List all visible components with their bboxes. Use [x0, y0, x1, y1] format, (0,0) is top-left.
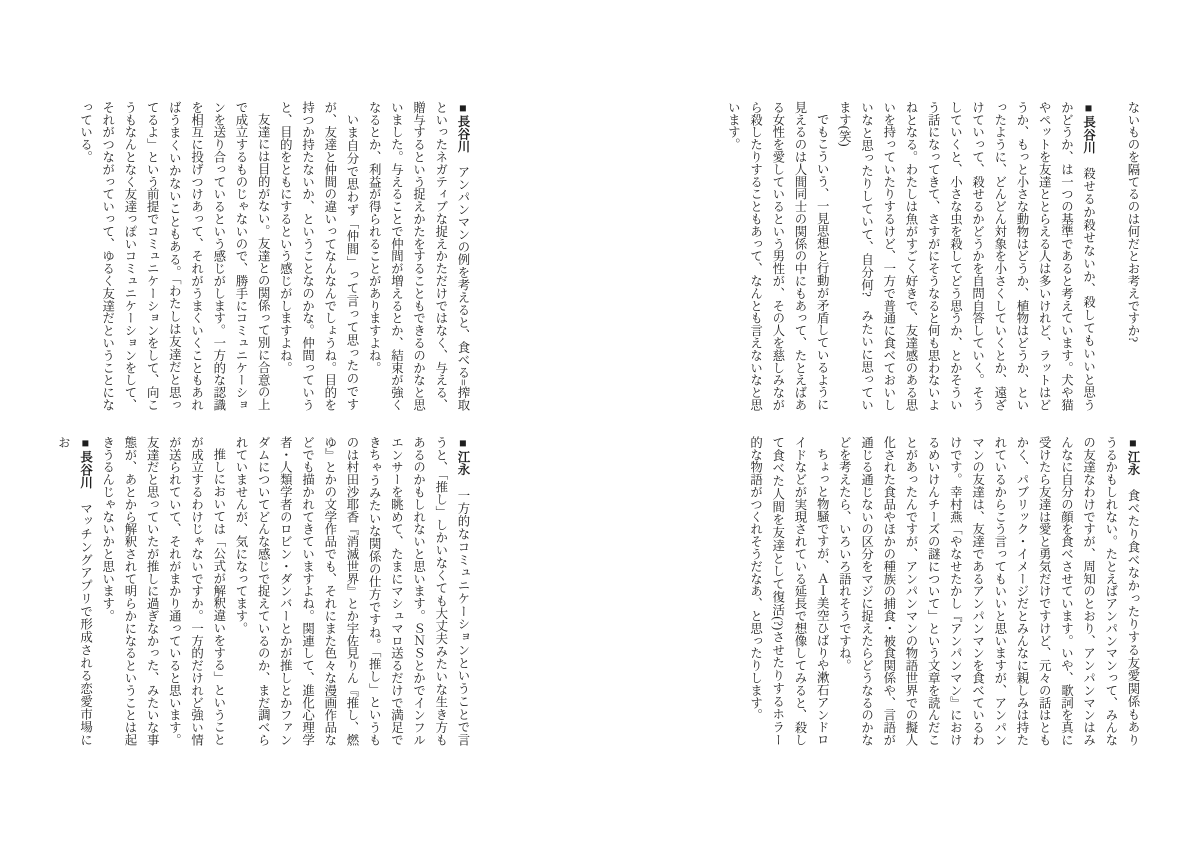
speaker-label-hasegawa: ■長谷川	[1081, 101, 1096, 155]
paragraph-text: 殺せるか殺せないか、殺してもいいと思うかどうか、は一つの基準であると考えています。犬や猫やペットを友達ととらえる人は多いけれど、ラットはどうか、もっと小さな動物はどうか、植物はどうか、といったように、どんどん対象を小さくしていくとか、遠ざけていって、殺せるかどうかを自問自答していく。そうしていくと、小さな虫を殺してどう思うか、とかそういう話になってきて、さすがにそうなると何も思わないよねとなる。わたしは魚がすごく好きで、友達感のある思いを持っていたりするけど、一方で普通に食べておいしいなと思ったりしていて、自分何? みたいに思っています(笑)	[837, 101, 1096, 411]
speaker-paragraph	[230, 436, 474, 746]
text-block-left-page-top	[74, 101, 474, 411]
speaker-paragraph	[833, 101, 1099, 411]
speaker-paragraph	[363, 101, 474, 411]
speaker-paragraph	[833, 436, 1144, 746]
speaker-label-hasegawa: ■長谷川	[456, 101, 470, 153]
text-block-right-page-bottom	[744, 436, 1144, 746]
paragraph-text: ちょっと物騒ですが、ＡＩ美空ひばりや漱石アンドロイドなどが実現されている延長で想像してみると、殺して食べた人間を友達として復活(?)させたりするホラー的な物語がつくれそうだなあ、と思ったりします。	[748, 436, 830, 746]
speaker-label-enaga: ■江永	[456, 436, 470, 477]
speaker-label-enaga: ■江永	[1126, 436, 1140, 477]
paragraph-text: マッチングアプリで形成される恋愛市場にお	[56, 436, 93, 746]
speaker-label-hasegawa: ■長谷川	[78, 436, 93, 490]
text-block-right-page-top	[722, 101, 1144, 411]
paragraph-text: 食べたり食べなかったりする友愛関係もありうるかもしれない。たとえばアンパンマンって、みんなの友達なわけですが、周知のとおり、アンパンマンはみんなに自分の顔を食べさせています。いや、歌詞を真に受けたら友達は愛と勇気だけですけど、元々の話はともかく、パブリック・イメージだとみんなに親しみは持たれているからこう言ってもいいと思いますが、アンパンマンの友達は、友達であるアンパンマンを食べているわけです。幸村燕「やなせたかし『アンパンマン』におけるめいけんチーズの謎について」という文章を読んだことがあったんですが、アンパンマンの物語世界での擬人化された食品やほかの種族の捕食・被食関係や、言語が通じる通じないの区分をマジに捉えたらどうなるのかなどを考えたら、いろいろ語れそうですね。	[837, 436, 1140, 746]
paragraph-text: 一方的なコミュニケーションということで言うと、「推し」しかいなくても大丈夫みたいな生き方もあるのかもしれないと思います。ＳＮＳとかでインフルエンサーを眺めて、たまにマシュマロ送るだけで満足できちゃうみたいな関係の仕方ですね。「推し」というものは村田沙耶香『消滅世界』とか宇佐見りん『推し、燃ゆ』とかの文学作品でも、それにまた色々な漫画作品などでも描かれてきていますよね。関連して、進化心理学者・人類学者のロビン・ダンバーとかが推しとかファンダムについてどんな感じで捉えているのか、まだ調べられていませんが、気になってます。	[233, 436, 470, 746]
text-block-left-page-bottom	[52, 436, 474, 746]
paragraph-text: でもこういう、一見思想と行動が矛盾しているように見えるのは人間同士の関係の中にもあって、たとえばある女性を愛しているという男性が、その人を慈しみながら殺したりすることもあって、なんとも言えないなと思います。	[726, 101, 830, 411]
interviewer-question: ないものを隔てるのは何だとお考えですか?	[1126, 101, 1140, 343]
paragraph-text: 推しにおいては「公式が解釈違いをする」ということが成立するわけじゃないですか。一方的だけれど強い情が送られていて、それがまかり通っていると思います。友達だと思っていたが推しに過ぎなかった、みたいな事態が、あとから解釈されて明らかになるということは起きうるんじゃないかと思います。	[100, 436, 226, 746]
paragraph-text: 友達には目的がない。友達との関係って別に合意の上で成立するものじゃないので、勝手にコミュニケーションを送り合っているという感じがします。一方的な認識を相互に投げつけあって、それがうまくいくこともあればうまくいかないこともある。「わたしは友達だと思ってるよ」という前提でコミュニケーションをして、向こうもなんとなく友達っぽいコミュニケーションをして、それがつながっていって、ゆるく友達だということになっている。	[78, 101, 271, 411]
paragraph-text: いま自分で思わず「仲間」って言って思ったのですが、友達と仲間の違いってなんなんでしょうね。目的を持つか持たないか、ということなのかな。仲間っていうと、目的をともにするという感じがしますよね。	[278, 101, 359, 411]
speaker-paragraph	[52, 436, 96, 746]
paragraph-text: アンパンマンの例を考えると、食べる=搾取といったネガティブな捉えかただけではなく、与える、贈与するという捉えかたをすることもできるのかなと思いました。与えることで仲間が増えるとか、結束が強くなるとか、利益が得られることがありますよね。	[367, 101, 470, 411]
